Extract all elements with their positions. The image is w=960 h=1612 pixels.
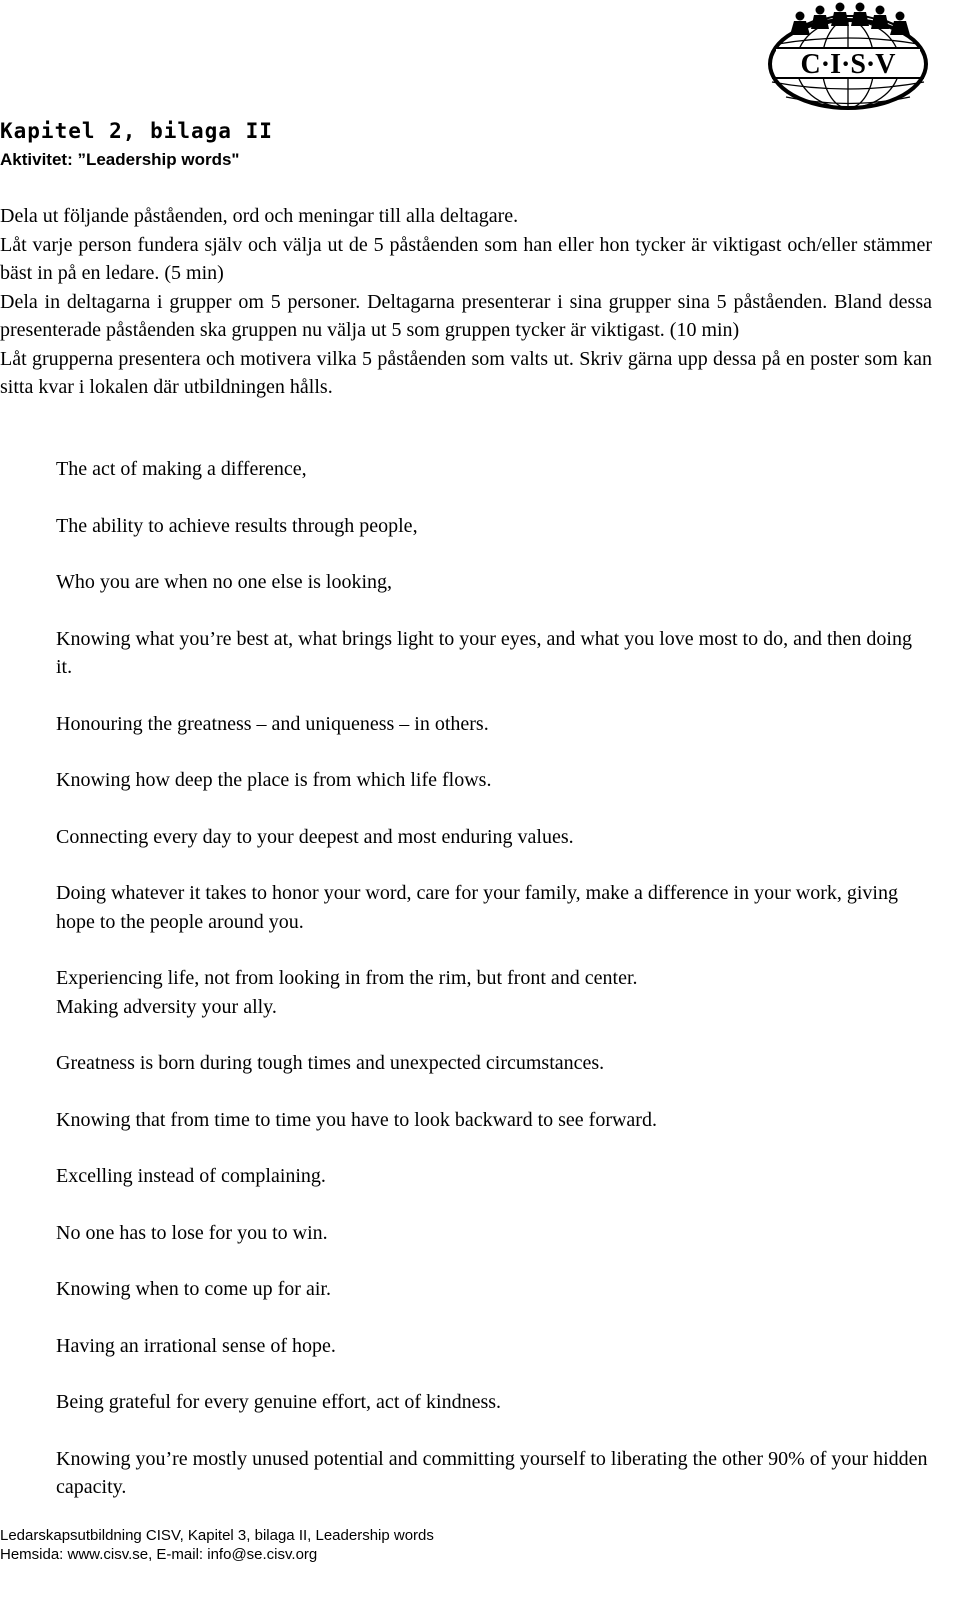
statement-item [56,823,932,852]
statement-item [56,1445,932,1502]
statement-item [56,625,932,682]
intro-paragraph: Låt grupperna presentera och motivera vilka 5 påståenden som valts ut. Skriv gärna upp dessa på en poster som kan sitta kvar i lokalen där utbildningen hålls. [0,347,932,398]
intro-paragraph: Dela ut följande påståenden, ord och meningar till alla deltagare. [0,205,519,227]
statement-text: Knowing what you’re best at, what brings light to your eyes, and what you love most to do, and then doing it. [56,627,912,678]
statement-text: Connecting every day to your deepest and most enduring values. [56,825,574,848]
statement-text: Being grateful for every genuine effort, act of kindness. [56,1391,502,1413]
activity-subheading: Aktivitet: ”Leadership words" [0,150,240,169]
statement-item [56,1275,932,1304]
cisv-logo [758,2,938,114]
statement-text: Making adversity your ally. [56,995,277,1018]
intro-paragraph: Låt varje person fundera själv och välja ut de 5 påståenden som han eller hon tycker är viktigast och/eller stämmer bäst in på en ledare. (5 min) [0,233,932,284]
leadership-statements-list [56,455,932,1530]
statement-item [56,964,932,1021]
statement-item [56,1219,932,1248]
statement-text: The act of making a difference, [56,458,307,480]
statement-text: The ability to achieve results through people, [56,514,418,537]
statement-text: Excelling instead of complaining. [56,1165,326,1187]
statement-text: Knowing that from time to time you have to look backward to see forward. [56,1108,657,1131]
statement-text: No one has to lose for you to win. [56,1221,328,1244]
statement-item [56,710,932,739]
statement-text: Having an irrational sense of hope. [56,1334,336,1357]
statement-text: Knowing you’re mostly unused potential and committing yourself to liberating the other 90% of your hidden capacity. [56,1447,928,1498]
page-footer [0,1526,434,1564]
statement-item [56,568,932,597]
statement-text: Who you are when no one else is looking, [56,571,393,593]
statement-text: Knowing how deep the place is from which life flows. [56,769,492,791]
intro-paragraph: Dela in deltagarna i grupper om 5 personer. Deltagarna presenterar i sina grupper sina 5 påståenden. Bland dessa presenterade påståenden ska gruppen nu välja ut 5 som gruppen tycker är viktigast. (10 min) [0,290,932,341]
statement-text: Greatness is born during tough times and unexpected circumstances. [56,1052,605,1074]
statement-text: Doing whatever it takes to honor your word, care for your family, make a difference in your work, giving hope to the people around you. [56,882,898,933]
page-heading: Kapitel 2, bilaga II [0,119,273,143]
footer-title: Ledarskapsutbildning CISV, Kapitel 3, bilaga II, Leadership words [0,1527,434,1544]
statement-text: Knowing when to come up for air. [56,1278,331,1300]
statement-text: Honouring the greatness – and uniqueness – in others. [56,712,489,735]
statement-item [56,512,932,541]
svg-text:C·I·S·V: C·I·S·V [800,49,896,80]
statement-item [56,1332,932,1361]
intro-instructions [0,202,932,402]
statement-item [56,879,932,936]
statement-item [56,455,932,484]
globe-logo-icon [758,2,938,114]
statement-item [56,1162,932,1191]
statement-item [56,1049,932,1078]
statement-text: Experiencing life, not from looking in from the rim, but front and center. [56,967,638,989]
statement-item [56,1106,932,1135]
footer-contact: Hemsida: www.cisv.se, E-mail: info@se.cisv.org [0,1546,318,1563]
statement-item [56,1388,932,1417]
statement-item [56,766,932,795]
